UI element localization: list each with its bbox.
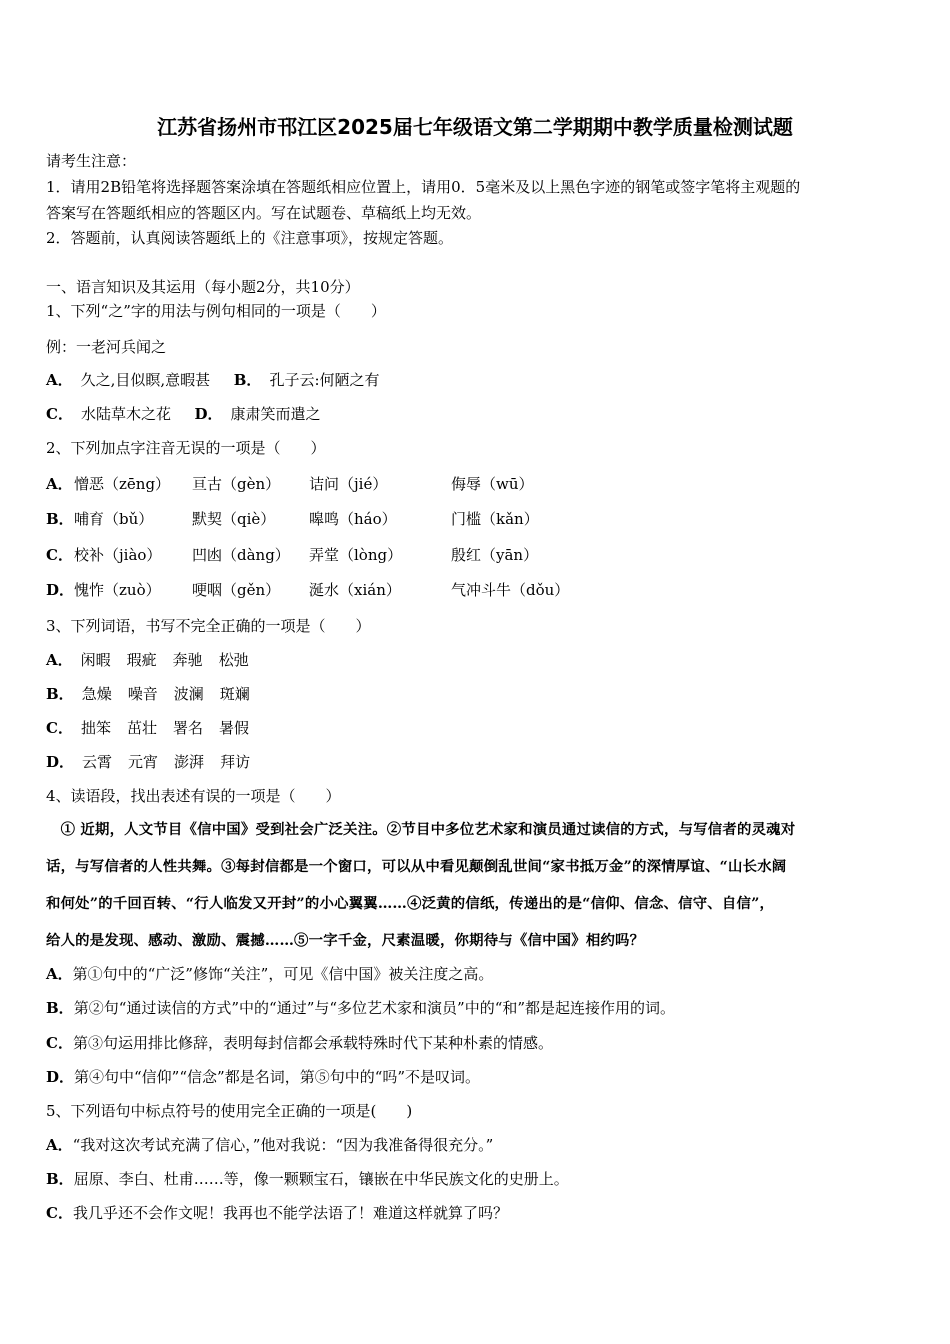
question-1-stem: 1、下列“之”字的用法与例句相同的一项是（ ）: [46, 302, 386, 320]
option-letter: C．: [46, 546, 73, 564]
option-item: 校补（jiào）: [74, 546, 162, 564]
question-2-option-c: [46, 545, 906, 565]
option-letter: C．: [46, 719, 73, 737]
option-word: 元宵: [128, 753, 159, 771]
option-letter: A．: [46, 475, 73, 493]
option-item: 亘古（gèn）: [192, 475, 281, 493]
passage-line: 和何处”的千回百转、“行人临发又开封”的小心翼翼……④泛黄的信纸，传递出的是“信仰、信念、信守、自信”，: [46, 895, 775, 912]
question-4-option-a: [46, 964, 493, 984]
option-letter: C．: [46, 405, 73, 423]
option-letter: A．: [46, 1136, 73, 1154]
question-2-option-a: [46, 474, 906, 494]
option-item: 哺育（bǔ）: [74, 510, 154, 528]
option-word: 奔驰: [172, 651, 203, 669]
option-letter: D．: [46, 581, 75, 599]
option-letter: B．: [46, 1170, 74, 1188]
option-text: 屈原、李白、杜甫……等，像一颗颗宝石，镶嵌在中华民族文化的史册上。: [73, 1170, 569, 1188]
option-text: “我对这次考试充满了信心，”他对我说：“因为我准备得很充分。”: [72, 1136, 494, 1154]
option-word: 拙笨: [80, 719, 111, 737]
option-text: 第④句中“信仰”“信念”都是名词，第⑤句中的“吗”不是叹词。: [74, 1068, 481, 1086]
option-letter: B．: [46, 510, 74, 528]
option-letter: C．: [46, 1204, 73, 1222]
option-item: 侮辱（wū）: [451, 475, 534, 493]
section-heading: 一、语言知识及其运用（每小题2分，共10分）: [46, 278, 360, 296]
notice-item-1: 1．请用2B铅笔将选择题答案涂填在答题纸相应位置上，请用0．5毫米及以上黑色字迹的钢笔或签字笔将主观题的: [46, 178, 801, 196]
question-3-option-c: [46, 718, 265, 738]
option-item: 憎恶（zēng）: [74, 475, 171, 493]
question-1-example: 例：一老河兵闻之: [46, 338, 167, 356]
question-4-option-c: [46, 1033, 553, 1053]
option-letter: A．: [46, 371, 73, 389]
question-5-stem: 5、下列语句中标点符号的使用完全正确的一项是( ): [46, 1102, 413, 1120]
question-3-stem: 3、下列词语，书写不完全正确的一项是（ ）: [46, 617, 371, 635]
question-2-option-d: [46, 580, 906, 600]
option-word: 茁壮: [126, 719, 157, 737]
question-3-option-d: [46, 752, 266, 772]
passage-line: ① 近期，人文节目《信中国》受到社会广泛关注。②节目中多位艺术家和演员通过读信的方式，与写信者的灵魂对: [46, 821, 796, 838]
notice-heading: 请考生注意：: [46, 152, 137, 170]
option-text: 第③句运用排比修辞，表明每封信都会承载特殊时代下某种朴素的情感。: [72, 1034, 553, 1052]
option-letter: D．: [46, 753, 75, 771]
option-letter: A．: [46, 965, 73, 983]
option-word: 瑕疵: [126, 651, 157, 669]
option-word: 拜访: [220, 753, 251, 771]
option-item: 弄堂（lòng）: [309, 546, 403, 564]
option-word: 暑假: [219, 719, 250, 737]
question-4-option-b: [46, 998, 675, 1018]
option-text: 我几乎还不会作文呢！我再也不能学法语了！难道这样就算了吗？: [72, 1204, 508, 1222]
option-text: 第①句中的“广泛”修饰“关注”，可见《信中国》被关注度之高。: [72, 965, 494, 983]
option-word: 斑斓: [219, 685, 250, 703]
option-letter: B．: [46, 685, 74, 703]
option-item: 愧怍（zuò）: [74, 581, 161, 599]
question-2-stem: 2、下列加点字注音无误的一项是（ ）: [46, 439, 326, 457]
question-5-option-c: [46, 1203, 508, 1223]
option-item: 门槛（kǎn）: [451, 510, 539, 528]
option-letter: B．: [46, 999, 74, 1017]
option-word: 澎湃: [174, 753, 205, 771]
option-letter: D．: [194, 405, 223, 423]
question-4-option-d: [46, 1067, 480, 1087]
option-item: 嗥鸣（háo）: [309, 510, 397, 528]
notice-item-1-cont: 答案写在答题纸相应的答题区内。写在试题卷、草稿纸上均无效。: [46, 204, 482, 222]
option-letter: C．: [46, 1034, 73, 1052]
option-item: 气冲斗牛（dǒu）: [451, 581, 570, 599]
option-text: 康肃笑而遣之: [230, 405, 321, 423]
question-1-options-ab: [46, 370, 380, 390]
question-4-stem: 4、读语段，找出表述有误的一项是（ ）: [46, 787, 341, 805]
passage-line: 话，与写信者的人性共舞。③每封信都是一个窗口，可以从中看见颠倒乱世间“家书抵万金”的深情厚谊、“山长水阔: [46, 858, 787, 875]
option-item: 哽咽（gěn）: [192, 581, 281, 599]
question-1-options-cd: [46, 404, 321, 424]
option-word: 云霄: [82, 753, 113, 771]
question-3-option-b: [46, 684, 266, 704]
option-text: 水陆草木之花: [80, 405, 171, 423]
option-text: 第②句“通过读信的方式”中的“通过”与“多位艺术家和演员”中的“和”都是起连接作用的词。: [73, 999, 676, 1017]
option-word: 噪音: [127, 685, 158, 703]
option-word: 急燥: [81, 685, 112, 703]
notice-item-2: 2．答题前，认真阅读答题纸上的《注意事项》，按规定答题。: [46, 229, 454, 247]
option-item: 涎水（xián）: [309, 581, 401, 599]
option-word: 波澜: [173, 685, 204, 703]
question-5-option-b: [46, 1169, 569, 1189]
option-letter: D．: [46, 1068, 75, 1086]
option-text: 久之,目似瞑,意暇甚: [80, 371, 211, 389]
passage-line: 给人的是发现、感动、激励、震撼……⑤一字千金，尺素温暖，你期待与《信中国》相约吗？: [46, 932, 645, 949]
option-letter: A．: [46, 651, 73, 669]
option-item: 殷红（yān）: [451, 546, 539, 564]
option-item: 凹凼（dàng）: [192, 546, 290, 564]
page-title: 江苏省扬州市邗江区2025届七年级语文第二学期期中教学质量检测试题: [157, 115, 793, 139]
option-word: 署名: [172, 719, 203, 737]
option-word: 闲暇: [80, 651, 111, 669]
option-item: 默契（qiè）: [192, 510, 276, 528]
option-item: 诘问（jié）: [309, 475, 388, 493]
question-2-option-b: [46, 509, 906, 529]
option-letter: B．: [233, 371, 262, 389]
question-3-option-a: [46, 650, 265, 670]
option-text: 孔子云:何陋之有: [269, 371, 380, 389]
question-5-option-a: [46, 1135, 493, 1155]
option-word: 松弛: [218, 651, 249, 669]
